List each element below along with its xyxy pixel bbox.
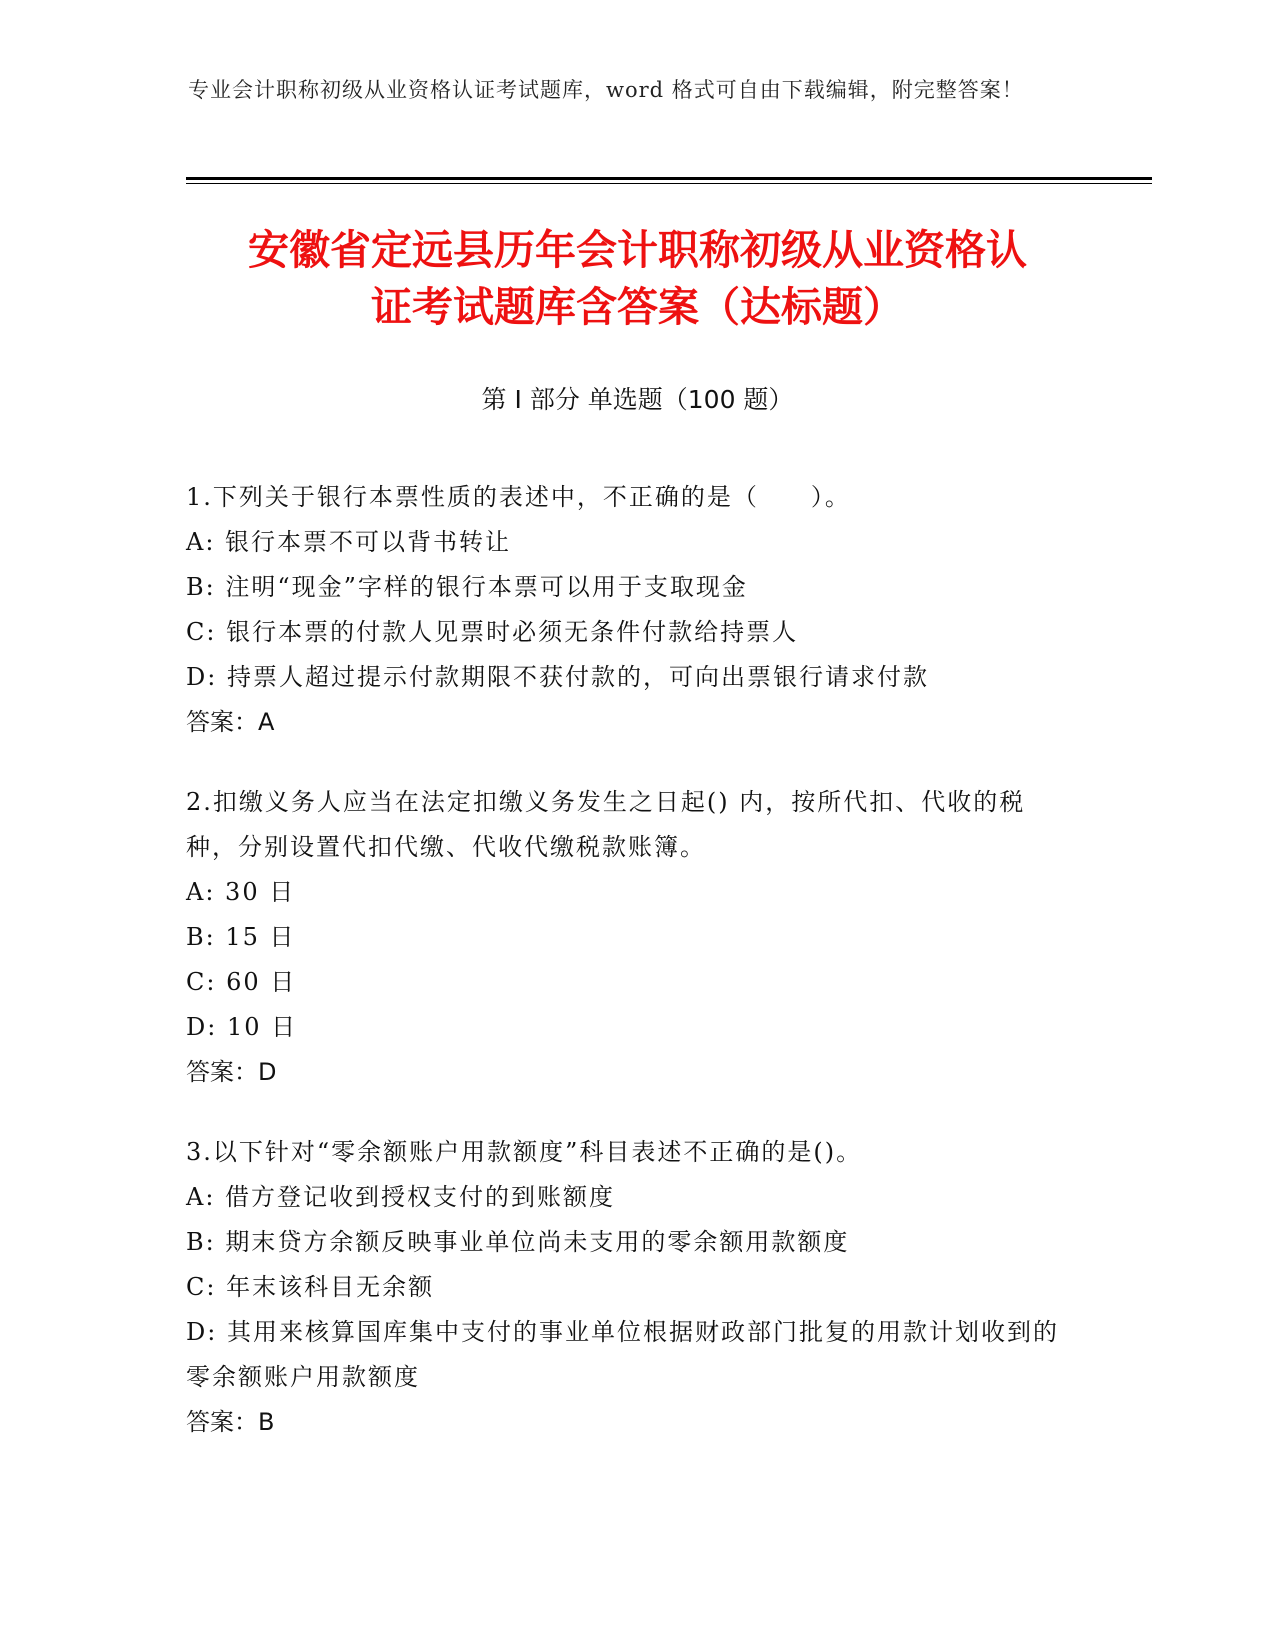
question-stem: 3.以下针对“零余额账户用款额度”科目表述不正确的是()。 [186, 1138, 863, 1166]
header-rule-thick [186, 177, 1152, 180]
header-note: 专业会计职称初级从业资格认证考试题库，word 格式可自由下载编辑，附完整答案！ [188, 78, 1024, 102]
option-a: A: 借方登记收到授权支付的到账额度 [186, 1183, 616, 1211]
answer: 答案：B [186, 1408, 275, 1436]
document-title-line-1: 安徽省定远县历年会计职称初级从业资格认 [248, 226, 1027, 274]
header-rule-thin [186, 183, 1152, 184]
question-list [186, 475, 1076, 1480]
question-2 [186, 780, 1076, 1095]
option-d: D: 其用来核算国库集中支付的事业单位根据财政部门批复的用款计划收到的零余额账户用款额度 [186, 1318, 1059, 1391]
document-title [150, 222, 1125, 336]
question-3 [186, 1130, 1076, 1445]
section-title: 第 I 部分 单选题（100 题） [481, 385, 794, 414]
question-1 [186, 475, 1076, 745]
question-stem: 2.扣缴义务人应当在法定扣缴义务发生之日起() 内，按所代扣、代收的税种，分别设置代扣代缴、代收代缴税款账簿。 [186, 788, 1026, 861]
option-b: B: 注明“现金”字样的银行本票可以用于支取现金 [186, 573, 748, 601]
option-b: B: 15 日 [186, 923, 296, 951]
option-a: A: 银行本票不可以背书转让 [186, 528, 512, 556]
answer: 答案：D [186, 1058, 277, 1086]
option-d: D: 10 日 [186, 1013, 298, 1041]
option-c: C: 年末该科目无余额 [186, 1273, 435, 1301]
option-b: B: 期末贷方余额反映事业单位尚未支用的零余额用款额度 [186, 1228, 850, 1256]
answer: 答案：A [186, 708, 275, 736]
document-title-line-2: 证考试题库含答案（达标题） [371, 283, 904, 331]
question-stem: 1.下列关于银行本票性质的表述中，不正确的是（ ）。 [186, 483, 851, 511]
option-c: C: 60 日 [186, 968, 297, 996]
option-d: D: 持票人超过提示付款期限不获付款的，可向出票银行请求付款 [186, 663, 929, 691]
option-a: A: 30 日 [186, 878, 296, 906]
option-c: C: 银行本票的付款人见票时必须无条件付款给持票人 [186, 618, 799, 646]
